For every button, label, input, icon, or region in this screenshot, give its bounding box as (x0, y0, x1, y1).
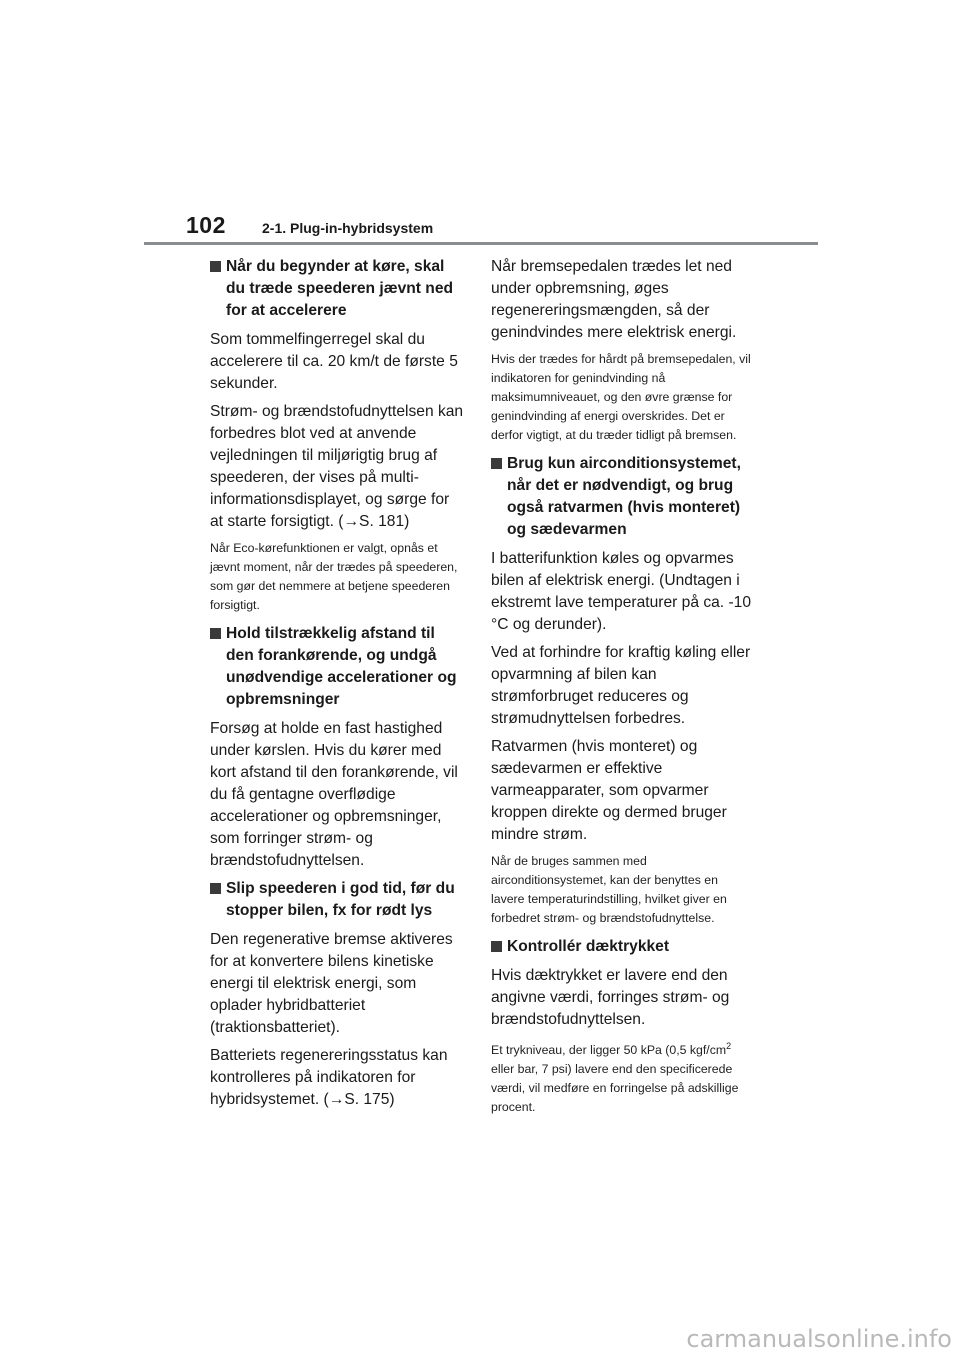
right-column (491, 256, 753, 1125)
heading-release-accelerator (210, 878, 466, 922)
paragraph: Batteriets regenereringsstatus kan kontrolleres på indikatoren for hybridsystemet. (→S. 175) (210, 1047, 448, 1108)
heading-distance (210, 623, 466, 711)
square-bullet-icon (210, 883, 221, 894)
heading-air-conditioning (491, 453, 753, 541)
paragraph: Som tommelfingerregel skal du accelerere til ca. 20 km/t de første 5 sekunder. (210, 331, 458, 392)
heading-accelerate (210, 256, 466, 322)
paragraph: I batterifunktion køles og opvarmes bilen af elektrisk energi. (Undtagen i ekstremt lave temperaturer på ca. -10 °C og derunder). (491, 550, 752, 633)
heading-text: Hold tilstrækkelig afstand til den forankørende, og undgå unødvendige accelerationer og opbremsninger (226, 625, 457, 708)
square-bullet-icon (210, 628, 221, 639)
heading-text: Når du begynder at køre, skal du træde speederen jævnt ned for at accelerere (226, 258, 454, 319)
paragraph: Ved at forhindre for kraftig køling eller opvarmning af bilen kan strømforbruget reduceres og strømudnyttelsen forbedres. (491, 644, 751, 727)
paragraph: Strøm- og brændstofudnyttelsen kan forbedres blot ved at anvende vejledningen til miljørigtig brug af speederen, der vises på multi-informationsdisplayet, og sørge for at starte forsigtigt. (→S. 181) (210, 403, 464, 530)
paragraph: Når bremsepedalen trædes let ned under opbremsning, øges regenereringsmængden, så der genindvindes mere elektrisk energi. (491, 258, 737, 341)
note-text: eller bar, 7 psi) lavere end den specificerede værdi, vil medføre en forringelse på adskillige procent. (491, 1062, 739, 1115)
superscript: 2 (726, 1041, 732, 1051)
paragraph: Hvis dæktrykket er lavere end den angivne værdi, forringes strøm- og brændstofudnyttelsen. (491, 967, 730, 1028)
square-bullet-icon (210, 261, 221, 272)
square-bullet-icon (491, 941, 502, 952)
note-tire-pressure (491, 1037, 753, 1117)
note: Hvis der trædes for hårdt på bremsepedalen, vil indikatoren for genindvinding nå maksimumniveauet, og den øvre grænse for genindvinding af energi overskrides. Det er derfor vigtigt, at du træder tidligt på bremsen. (491, 352, 751, 442)
heading-text: Kontrollér dæktrykket (507, 938, 670, 955)
paragraph: Forsøg at holde en fast hastighed under kørslen. Hvis du kører med kort afstand til den forankørende, vil du få gentagne overflødige accelerationer og opbremsninger, som forringer strøm- og brændstofudnyttelsen. (210, 720, 458, 869)
heading-text: Brug kun airconditionsystemet, når det er nødvendigt, og brug også ratvarmen (hvis monteret) og sædevarmen (507, 455, 741, 538)
note: Når Eco-kørefunktionen er valgt, opnås et jævnt moment, når der trædes på speederen, som gør det nemmere at betjene speederen forsigtigt. (210, 541, 458, 612)
left-column (210, 256, 466, 1117)
section-title: 2-1. Plug-in-hybridsystem (262, 220, 434, 236)
paragraph: Den regenerative bremse aktiveres for at konvertere bilens kinetiske energi til elektrisk energi, som oplader hybridbatteriet (traktionsbatteriet). (210, 931, 453, 1036)
page-number: 102 (186, 212, 226, 238)
heading-text: Slip speederen i god tid, før du stopper bilen, fx for rødt lys (226, 880, 455, 919)
note-text: Et trykniveau, der ligger 50 kPa (0,5 kgf/cm (491, 1043, 727, 1058)
paragraph: Ratvarmen (hvis monteret) og sædevarmen er effektive varmeapparater, som opvarmer kroppen direkte og dermed bruger mindre strøm. (491, 738, 727, 843)
heading-tire-pressure (491, 936, 753, 958)
header-divider (144, 242, 818, 245)
note: Når de bruges sammen med airconditionsystemet, kan der benyttes en lavere temperaturindstilling, hvilket giver en forbedret strøm- og brændstofudnyttelse. (491, 854, 727, 925)
square-bullet-icon (491, 458, 502, 469)
watermark: carmanualsonline.info (686, 1325, 952, 1353)
